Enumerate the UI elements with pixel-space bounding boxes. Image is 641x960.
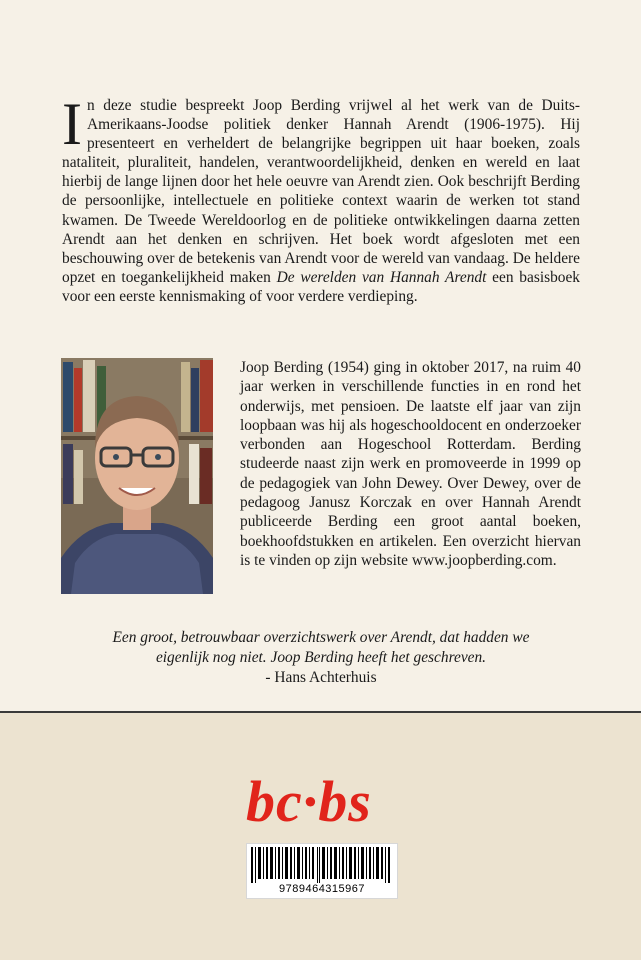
drop-cap: I	[62, 91, 82, 157]
bio-text: Joop Berding (1954) ging in oktober 2017, na ruim 40 jaar werken in verschillende functies in en rond het onderwijs, met pensioen. De laatste elf jaar van zijn loopbaan was hij als hogeschooldocent en onderzoeker verbonden aan Hogeschool Rotterdam. Berding studeerde naast zijn werk en promoveerde in 1999 op de pedagogiek van John Dewey. Over Dewey, over de pedagoog Janusz Korczak en over Hannah Arendt publiceerde Berding een groot aantal boeken, boekhoofdstukken en artikelen. Een overzicht hiervan is te vinden op zijn website	[240, 359, 581, 569]
author-website: www.joopberding.com.	[411, 551, 557, 569]
lower-cover-panel	[0, 713, 641, 960]
intro-paragraph	[62, 91, 580, 306]
author-bio	[240, 358, 581, 570]
barcode-bars	[251, 847, 393, 883]
intro-text-end: een basisboek voor een eerste kennismaking of voor verdere verdieping.	[62, 268, 580, 305]
quote-line-1: Een groot, betrouwbaar overzichtswerk over Arendt, dat hadden we	[112, 629, 530, 646]
book-title-italic: De werelden van Hannah Arendt	[276, 268, 487, 286]
intro-text-start: n deze studie bespreekt Joop Berding vrijwel al het werk van de Duits-Amerikaans-Joodse politiek denker Hannah Arendt (1906-1975). Hij presenteert en verheldert de belangrijke begrippen uit haar boeken, zoals nataliteit, pluraliteit, handelen, verantwoordelijkheid, denken en wereld en laat hierbij de lange lijnen door het hele oeuvre van Arendt zien. Ook beschrijft Berding de persoonlijke, intellectuele en politieke context waarin de werken tot stand kwamen. De Tweede Wereldoorlog en de politieke ontwikkelingen daarna zetten Arendt aan het denken en schrijven. Het boek wordt afgesloten met een beschouwing over de betekenis van Arendt voor de wereld van vandaag. De heldere opzet en toegankelijkheid maken	[62, 97, 580, 286]
author-photo	[61, 358, 213, 594]
review-quote	[62, 628, 580, 688]
quote-attribution: - Hans Achterhuis	[265, 669, 377, 686]
quote-line-2: eigenlijk nog niet. Joop Berding heeft het geschreven.	[155, 649, 487, 666]
isbn-number: 9789464315967	[278, 883, 366, 895]
publisher-logo: bc·bs	[246, 769, 372, 834]
isbn-barcode	[246, 843, 398, 899]
